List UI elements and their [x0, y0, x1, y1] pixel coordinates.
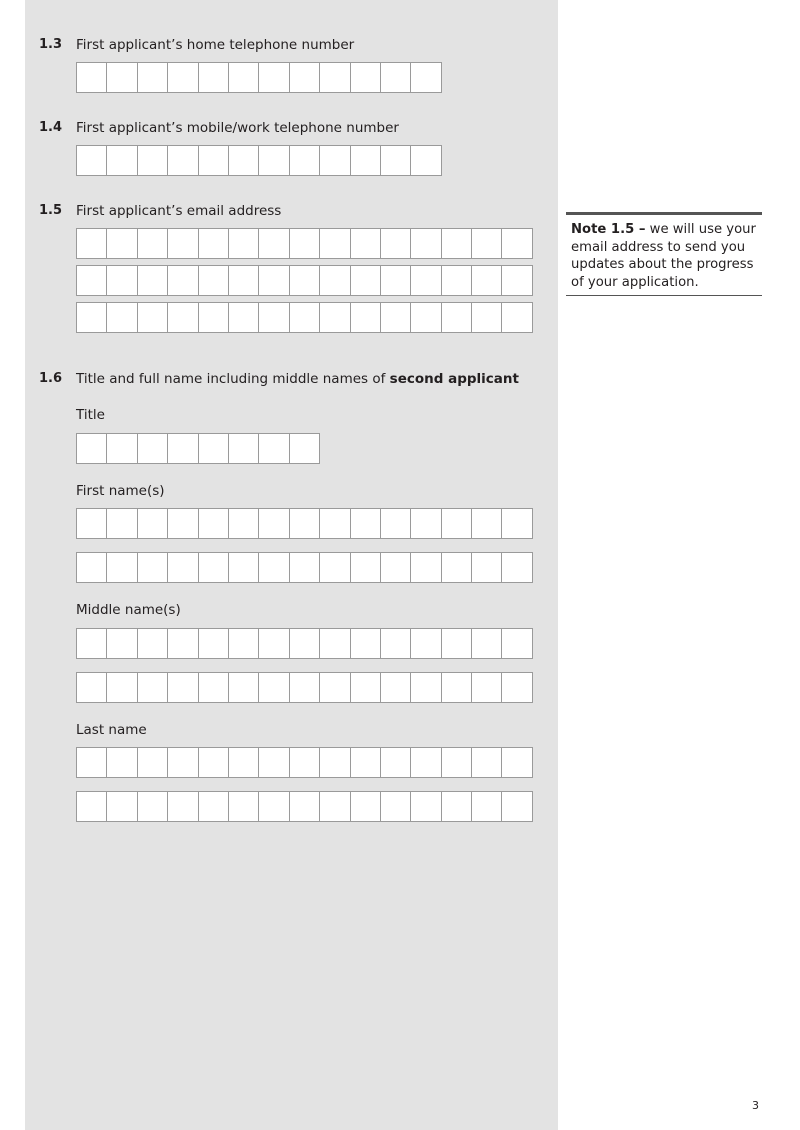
email-input-line-1[interactable] — [76, 228, 533, 259]
first-names-label: First name(s) — [76, 483, 165, 499]
character-box[interactable] — [411, 791, 441, 822]
character-box[interactable] — [199, 145, 229, 176]
character-box[interactable] — [138, 628, 168, 659]
character-box[interactable] — [107, 265, 137, 296]
question-label-1-6 — [76, 371, 519, 387]
question-label-1-5: First applicant’s email address — [76, 203, 282, 219]
character-box[interactable] — [442, 672, 472, 703]
character-box[interactable] — [320, 552, 350, 583]
character-box[interactable] — [290, 433, 320, 464]
character-box[interactable] — [411, 62, 441, 93]
character-box[interactable] — [259, 433, 289, 464]
character-box[interactable] — [290, 747, 320, 778]
character-box[interactable] — [77, 62, 107, 93]
character-box[interactable] — [168, 508, 198, 539]
character-box[interactable] — [199, 552, 229, 583]
character-box[interactable] — [381, 145, 411, 176]
character-box[interactable] — [168, 302, 198, 333]
character-box[interactable] — [107, 433, 137, 464]
character-box[interactable] — [290, 265, 320, 296]
character-box[interactable] — [351, 62, 381, 93]
character-box[interactable] — [290, 508, 320, 539]
mobile-telephone-input[interactable] — [76, 145, 442, 176]
character-box[interactable] — [199, 628, 229, 659]
character-box[interactable] — [168, 552, 198, 583]
character-box[interactable] — [138, 552, 168, 583]
character-box[interactable] — [107, 62, 137, 93]
character-box[interactable] — [259, 628, 289, 659]
character-box[interactable] — [138, 302, 168, 333]
character-box[interactable] — [77, 228, 107, 259]
character-box[interactable] — [472, 791, 502, 822]
character-box[interactable] — [138, 508, 168, 539]
character-box[interactable] — [259, 265, 289, 296]
character-box[interactable] — [229, 433, 259, 464]
character-box[interactable] — [442, 508, 472, 539]
question-number-1-3: 1.3 — [39, 37, 63, 52]
character-box[interactable] — [199, 747, 229, 778]
title-input[interactable] — [76, 433, 320, 464]
character-box[interactable] — [199, 62, 229, 93]
character-box[interactable] — [259, 791, 289, 822]
character-box[interactable] — [502, 552, 532, 583]
character-box[interactable] — [351, 265, 381, 296]
character-box[interactable] — [442, 265, 472, 296]
character-box[interactable] — [320, 747, 350, 778]
email-input-line-2[interactable] — [76, 265, 533, 296]
character-box[interactable] — [138, 265, 168, 296]
character-box[interactable] — [411, 265, 441, 296]
character-box[interactable] — [411, 302, 441, 333]
character-box[interactable] — [77, 791, 107, 822]
character-box[interactable] — [77, 508, 107, 539]
character-box[interactable] — [107, 552, 137, 583]
character-box[interactable] — [259, 145, 289, 176]
character-box[interactable] — [199, 433, 229, 464]
last-name-label: Last name — [76, 722, 147, 738]
character-box[interactable] — [259, 228, 289, 259]
character-box[interactable] — [259, 552, 289, 583]
character-box[interactable] — [107, 145, 137, 176]
character-box[interactable] — [351, 508, 381, 539]
character-box[interactable] — [351, 672, 381, 703]
character-box[interactable] — [411, 672, 441, 703]
character-box[interactable] — [229, 791, 259, 822]
character-box[interactable] — [381, 508, 411, 539]
character-box[interactable] — [411, 508, 441, 539]
character-box[interactable] — [290, 791, 320, 822]
character-box[interactable] — [168, 747, 198, 778]
character-box[interactable] — [259, 672, 289, 703]
character-box[interactable] — [168, 62, 198, 93]
character-box[interactable] — [77, 265, 107, 296]
character-box[interactable] — [107, 302, 137, 333]
question-label-1-3: First applicant’s home telephone number — [76, 37, 355, 53]
question-number-1-6: 1.6 — [39, 371, 63, 386]
character-box[interactable] — [411, 228, 441, 259]
character-box[interactable] — [472, 508, 502, 539]
character-box[interactable] — [229, 628, 259, 659]
character-box[interactable] — [351, 791, 381, 822]
character-box[interactable] — [168, 265, 198, 296]
home-telephone-input[interactable] — [76, 62, 442, 93]
first-names-input-line-1[interactable] — [76, 508, 533, 539]
middle-names-input-line-1[interactable] — [76, 628, 533, 659]
character-box[interactable] — [138, 62, 168, 93]
character-box[interactable] — [77, 747, 107, 778]
last-name-input-line-2[interactable] — [76, 791, 533, 822]
character-box[interactable] — [107, 628, 137, 659]
character-box[interactable] — [502, 302, 532, 333]
character-box[interactable] — [411, 552, 441, 583]
character-box[interactable] — [381, 302, 411, 333]
character-box[interactable] — [199, 508, 229, 539]
question-label-1-6-prefix: Title and full name including middle names of — [76, 371, 390, 387]
character-box[interactable] — [472, 552, 502, 583]
character-box[interactable] — [472, 628, 502, 659]
character-box[interactable] — [502, 228, 532, 259]
character-box[interactable] — [138, 747, 168, 778]
character-box[interactable] — [168, 433, 198, 464]
character-box[interactable] — [259, 747, 289, 778]
character-box[interactable] — [381, 62, 411, 93]
question-number-1-4: 1.4 — [39, 120, 63, 135]
character-box[interactable] — [77, 145, 107, 176]
character-box[interactable] — [229, 747, 259, 778]
character-box[interactable] — [290, 228, 320, 259]
character-box[interactable] — [320, 791, 350, 822]
character-box[interactable] — [199, 672, 229, 703]
character-box[interactable] — [138, 791, 168, 822]
character-box[interactable] — [138, 433, 168, 464]
character-box[interactable] — [290, 628, 320, 659]
character-box[interactable] — [320, 302, 350, 333]
character-box[interactable] — [168, 228, 198, 259]
character-box[interactable] — [107, 791, 137, 822]
character-box[interactable] — [259, 508, 289, 539]
character-box[interactable] — [229, 552, 259, 583]
character-box[interactable] — [229, 228, 259, 259]
character-box[interactable] — [229, 145, 259, 176]
character-box[interactable] — [472, 747, 502, 778]
note-1-5 — [566, 212, 762, 296]
note-heading: Note 1.5 – — [571, 222, 646, 237]
character-box[interactable] — [411, 628, 441, 659]
character-box[interactable] — [77, 433, 107, 464]
character-box[interactable] — [107, 672, 137, 703]
character-box[interactable] — [229, 672, 259, 703]
character-box[interactable] — [168, 672, 198, 703]
character-box[interactable] — [472, 302, 502, 333]
email-input-line-3[interactable] — [76, 302, 533, 333]
character-box[interactable] — [442, 552, 472, 583]
question-label-1-4: First applicant’s mobile/work telephone number — [76, 120, 399, 136]
character-box[interactable] — [472, 265, 502, 296]
character-box[interactable] — [199, 228, 229, 259]
character-box[interactable] — [107, 747, 137, 778]
character-box[interactable] — [502, 628, 532, 659]
character-box[interactable] — [77, 552, 107, 583]
character-box[interactable] — [168, 628, 198, 659]
character-box[interactable] — [290, 62, 320, 93]
character-box[interactable] — [229, 62, 259, 93]
character-box[interactable] — [229, 508, 259, 539]
character-box[interactable] — [259, 62, 289, 93]
character-box[interactable] — [168, 145, 198, 176]
character-box[interactable] — [138, 672, 168, 703]
character-box[interactable] — [472, 672, 502, 703]
character-box[interactable] — [199, 791, 229, 822]
character-box[interactable] — [107, 228, 137, 259]
character-box[interactable] — [199, 265, 229, 296]
character-box[interactable] — [381, 265, 411, 296]
character-box[interactable] — [290, 672, 320, 703]
character-box[interactable] — [320, 672, 350, 703]
note-text: we will use your email address to send you updates about the progress of your application. — [571, 222, 756, 290]
character-box[interactable] — [502, 672, 532, 703]
character-box[interactable] — [381, 747, 411, 778]
character-box[interactable] — [442, 791, 472, 822]
character-box[interactable] — [138, 145, 168, 176]
character-box[interactable] — [351, 747, 381, 778]
character-box[interactable] — [381, 672, 411, 703]
character-box[interactable] — [199, 302, 229, 333]
character-box[interactable] — [77, 628, 107, 659]
character-box[interactable] — [138, 228, 168, 259]
character-box[interactable] — [107, 508, 137, 539]
character-box[interactable] — [442, 302, 472, 333]
character-box[interactable] — [502, 747, 532, 778]
character-box[interactable] — [351, 552, 381, 583]
character-box[interactable] — [290, 145, 320, 176]
character-box[interactable] — [381, 628, 411, 659]
character-box[interactable] — [351, 228, 381, 259]
character-box[interactable] — [168, 791, 198, 822]
character-box[interactable] — [502, 508, 532, 539]
character-box[interactable] — [442, 228, 472, 259]
character-box[interactable] — [351, 628, 381, 659]
character-box[interactable] — [442, 747, 472, 778]
middle-names-label: Middle name(s) — [76, 602, 181, 618]
first-names-input-line-2[interactable] — [76, 552, 533, 583]
character-box[interactable] — [381, 791, 411, 822]
character-box[interactable] — [442, 628, 472, 659]
character-box[interactable] — [381, 552, 411, 583]
character-box[interactable] — [351, 145, 381, 176]
character-box[interactable] — [502, 791, 532, 822]
character-box[interactable] — [290, 552, 320, 583]
title-label: Title — [76, 407, 105, 423]
page-number: 3 — [752, 1099, 759, 1112]
question-label-1-6-bold: second applicant — [389, 371, 519, 387]
character-box[interactable] — [320, 508, 350, 539]
character-box[interactable] — [411, 747, 441, 778]
character-box[interactable] — [320, 62, 350, 93]
character-box[interactable] — [320, 145, 350, 176]
character-box[interactable] — [229, 265, 259, 296]
character-box[interactable] — [502, 265, 532, 296]
question-number-1-5: 1.5 — [39, 203, 63, 218]
character-box[interactable] — [320, 228, 350, 259]
character-box[interactable] — [290, 302, 320, 333]
character-box[interactable] — [320, 628, 350, 659]
character-box[interactable] — [77, 672, 107, 703]
character-box[interactable] — [381, 228, 411, 259]
character-box[interactable] — [77, 302, 107, 333]
character-box[interactable] — [411, 145, 441, 176]
character-box[interactable] — [229, 302, 259, 333]
character-box[interactable] — [472, 228, 502, 259]
character-box[interactable] — [351, 302, 381, 333]
character-box[interactable] — [320, 265, 350, 296]
last-name-input-line-1[interactable] — [76, 747, 533, 778]
middle-names-input-line-2[interactable] — [76, 672, 533, 703]
character-box[interactable] — [259, 302, 289, 333]
